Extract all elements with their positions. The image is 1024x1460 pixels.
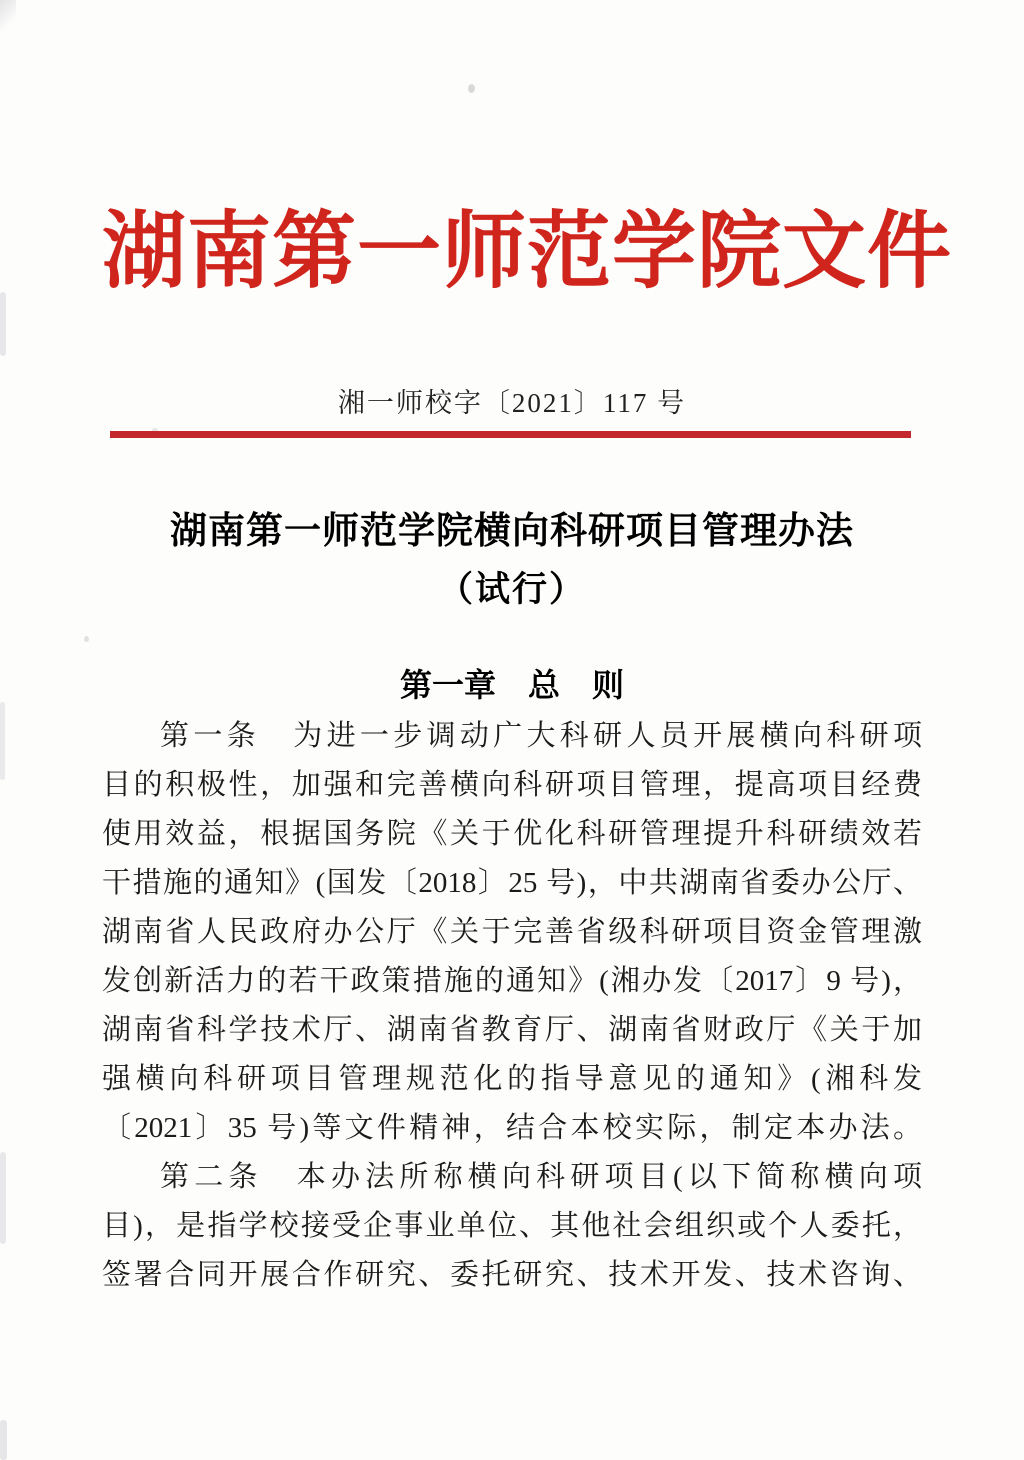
scan-artifact <box>468 84 475 93</box>
body-line: 干措施的通知》(国发〔2018〕25 号)，中共湖南省委办公厅、 <box>102 867 922 899</box>
body-line: 〔2021〕35 号)等文件精神，结合本校实际，制定本办法。 <box>102 1112 922 1144</box>
body-line: 使用效益，根据国务院《关于优化科研管理提升科研绩效若 <box>102 818 922 850</box>
body-line: 强横向科研项目管理规范化的指导意见的通知》(湘科发 <box>102 1063 922 1095</box>
chapter-heading: 第一章 总 则 <box>399 667 624 703</box>
body-line: 湖南省科学技术厅、湖南省教育厅、湖南省财政厅《关于加 <box>102 1014 922 1046</box>
scan-artifact <box>84 636 89 642</box>
scan-artifact <box>0 1152 6 1244</box>
red-divider-rule <box>110 431 911 438</box>
body-line: 目)，是指学校接受企事业单位、其他社会组织或个人委托， <box>102 1210 922 1242</box>
body-line: 目的积极性，加强和完善横向科研项目管理，提高项目经费 <box>102 769 922 801</box>
document-title-subtitle: （试行） <box>437 570 586 609</box>
scan-artifact <box>0 702 5 780</box>
body-line: 发创新活力的若干政策措施的通知》(湘办发〔2017〕9 号)， <box>102 965 922 997</box>
scan-artifact <box>0 0 16 34</box>
scan-artifact <box>0 1420 7 1460</box>
body-line: 第二条 本办法所称横向科研项目(以下简称横向项 <box>160 1161 922 1193</box>
document-number: 湘一师校字〔2021〕117 号 <box>337 388 687 418</box>
body-text <box>102 712 922 1300</box>
body-line: 第一条 为进一步调动广大科研人员开展横向科研项 <box>160 720 922 752</box>
body-line: 签署合同开展合作研究、委托研究、技术开发、技术咨询、 <box>102 1259 922 1291</box>
body-line: 湖南省人民政府办公厅《关于完善省级科研项目资金管理激 <box>102 916 922 948</box>
scan-artifact <box>0 292 6 356</box>
letterhead-org-title: 湖南第一师范学院文件 <box>102 206 953 299</box>
document-title: 湖南第一师范学院横向科研项目管理办法 <box>170 511 854 552</box>
